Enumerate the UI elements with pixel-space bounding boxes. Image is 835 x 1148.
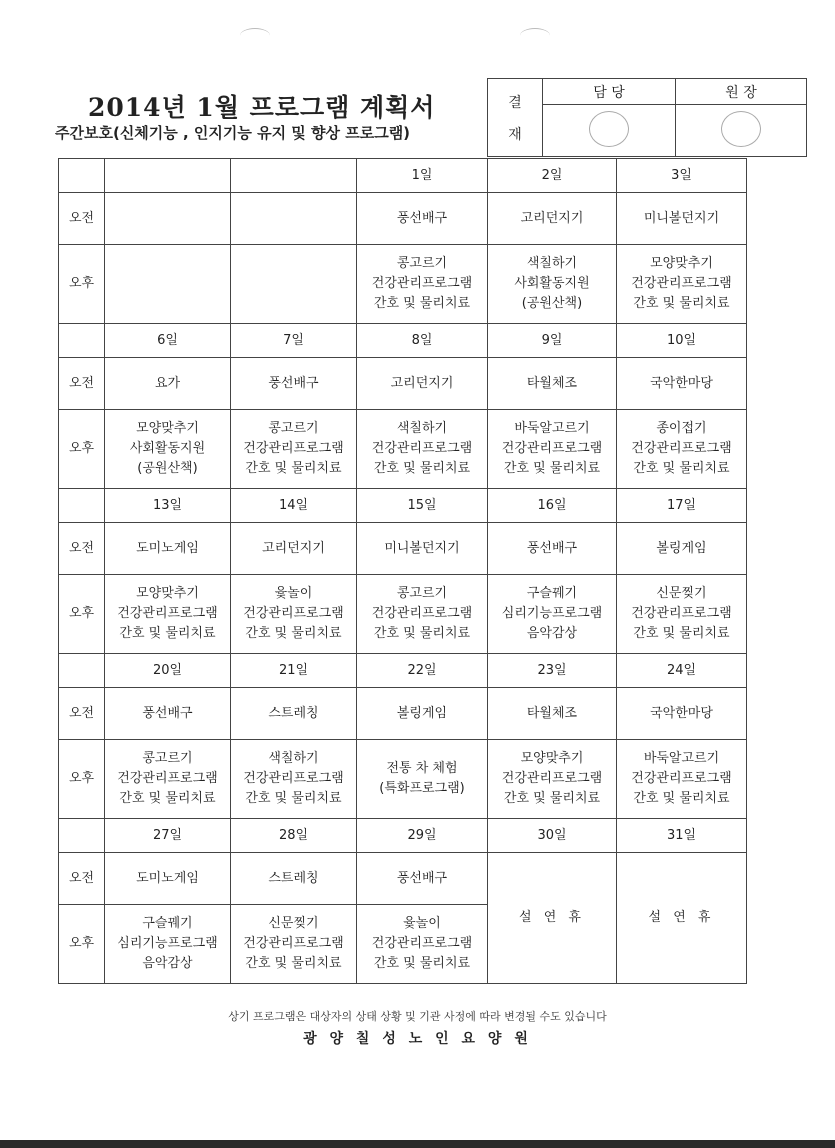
program-line: 콩고르기	[396, 586, 448, 601]
program-line: 간호 및 물리치료	[633, 626, 730, 641]
program-line: 간호 및 물리치료	[245, 626, 342, 641]
day-number-row	[59, 819, 747, 853]
morning-program	[231, 193, 357, 245]
program-line: 모양맞추기	[520, 751, 584, 766]
program-line: 전통 차 체험	[386, 761, 458, 776]
program-line: 건강관리프로그램	[371, 441, 473, 456]
afternoon-program	[488, 245, 617, 324]
program-line: 간호 및 물리치료	[503, 791, 601, 806]
program-line: 건강관리프로그램	[501, 771, 603, 786]
afternoon-program	[231, 245, 357, 324]
approval-box	[487, 78, 807, 157]
day-number: 15일	[357, 489, 488, 523]
day-number-row	[59, 159, 747, 193]
afternoon-program	[617, 740, 747, 819]
approval-col-staff: 담 당	[543, 79, 676, 105]
program-line: 건강관리프로그램	[243, 936, 344, 951]
day-number: 29일	[357, 819, 488, 853]
morning-program: 도미노게임	[105, 853, 231, 905]
morning-program: 국악한마당	[617, 688, 747, 740]
program-line: 바둑알고르기	[643, 751, 720, 766]
morning-row	[59, 523, 747, 575]
morning-program: 고리던지기	[231, 523, 357, 575]
program-line: 건강관리프로그램	[243, 606, 344, 621]
morning-row	[59, 853, 747, 905]
afternoon-program	[617, 410, 747, 489]
morning-program	[105, 193, 231, 245]
day-number	[231, 159, 357, 193]
morning-program: 스트레칭	[231, 853, 357, 905]
afternoon-program	[357, 575, 488, 654]
program-line: 모양맞추기	[650, 256, 713, 271]
program-line: 간호 및 물리치료	[245, 956, 342, 971]
program-line: 신문찢기	[656, 586, 707, 601]
morning-program: 풍선배구	[488, 523, 617, 575]
row-label-empty	[59, 654, 105, 688]
day-number: 7일	[231, 324, 357, 358]
program-line: (공원산책)	[521, 296, 583, 311]
footnote: 상기 프로그램은 대상자의 상태 상황 및 기관 사정에 따라 변경될 수도 있습니다	[228, 1010, 607, 1023]
afternoon-program	[488, 575, 617, 654]
day-number-row	[59, 654, 747, 688]
program-line: 건강관리프로그램	[631, 771, 732, 786]
page-title: 2014년 1월 프로그램 계획서	[88, 93, 436, 122]
afternoon-row	[59, 410, 747, 489]
afternoon-program	[357, 905, 488, 984]
program-line: 간호 및 물리치료	[373, 461, 471, 476]
row-label-pm: 오후	[59, 905, 105, 984]
afternoon-program	[105, 410, 231, 489]
row-label-pm: 오후	[59, 575, 105, 654]
day-number-row	[59, 324, 747, 358]
day-number: 1일	[357, 159, 488, 193]
row-label-empty	[59, 324, 105, 358]
program-line: 모양맞추기	[136, 586, 199, 601]
afternoon-program	[231, 740, 357, 819]
day-number: 24일	[617, 654, 747, 688]
program-line: 콩고르기	[268, 421, 319, 436]
program-line: 건강관리프로그램	[631, 606, 732, 621]
schedule-table	[58, 158, 747, 984]
morning-program: 풍선배구	[231, 358, 357, 410]
day-number: 14일	[231, 489, 357, 523]
afternoon-row	[59, 575, 747, 654]
program-line: 건강관리프로그램	[631, 441, 732, 456]
day-number: 28일	[231, 819, 357, 853]
day-number: 8일	[357, 324, 488, 358]
program-line: 간호 및 물리치료	[245, 791, 342, 806]
morning-program: 도미노게임	[105, 523, 231, 575]
program-line: 간호 및 물리치료	[119, 791, 216, 806]
organization-name: 광 양 칠 성 노 인 요 양 원	[303, 1031, 532, 1047]
row-label-am: 오전	[59, 523, 105, 575]
day-number: 13일	[105, 489, 231, 523]
approval-col-director: 원 장	[676, 79, 807, 105]
seal-stamp-icon	[589, 111, 629, 147]
program-line: 건강관리프로그램	[501, 441, 603, 456]
approval-label	[488, 79, 543, 157]
program-line: 간호 및 물리치료	[633, 296, 730, 311]
program-line: 종이접기	[656, 421, 707, 436]
seal-stamp-icon	[721, 111, 761, 147]
morning-row	[59, 688, 747, 740]
scan-edge	[0, 1140, 835, 1148]
program-line: 모양맞추기	[136, 421, 199, 436]
afternoon-program	[617, 575, 747, 654]
day-number: 16일	[488, 489, 617, 523]
program-line: 색칠하기	[268, 751, 319, 766]
afternoon-program	[357, 740, 488, 819]
program-line: 심리기능프로그램	[117, 936, 218, 951]
row-label-pm: 오후	[59, 410, 105, 489]
program-line: 건강관리프로그램	[243, 441, 344, 456]
afternoon-program	[231, 575, 357, 654]
afternoon-program	[105, 905, 231, 984]
day-number: 31일	[617, 819, 747, 853]
day-number: 9일	[488, 324, 617, 358]
program-line: 사회활동지원	[129, 441, 206, 456]
day-number: 22일	[357, 654, 488, 688]
program-line: 색칠하기	[396, 421, 448, 436]
afternoon-row	[59, 245, 747, 324]
program-line: 건강관리프로그램	[371, 936, 473, 951]
program-line: 간호 및 물리치료	[373, 296, 471, 311]
day-number: 27일	[105, 819, 231, 853]
program-line: 건강관리프로그램	[117, 771, 218, 786]
program-line: 간호 및 물리치료	[373, 626, 471, 641]
program-line: (공원산책)	[137, 461, 198, 476]
afternoon-program	[231, 410, 357, 489]
day-number: 17일	[617, 489, 747, 523]
afternoon-program	[357, 410, 488, 489]
program-line: 간호 및 물리치료	[119, 626, 216, 641]
program-line: 윷놀이	[274, 586, 313, 601]
approval-label-top: 결	[508, 94, 522, 111]
day-number: 6일	[105, 324, 231, 358]
morning-program: 볼링게임	[617, 523, 747, 575]
approval-label-bottom: 재	[508, 126, 522, 143]
day-number: 3일	[617, 159, 747, 193]
row-label-empty	[59, 819, 105, 853]
morning-row	[59, 193, 747, 245]
page-subtitle: 주간보호(신체기능 , 인지기능 유지 및 향상 프로그램)	[55, 124, 411, 142]
program-line: 색칠하기	[526, 256, 578, 271]
day-number: 2일	[488, 159, 617, 193]
staff-seal-cell	[543, 105, 676, 157]
morning-program: 풍선배구	[357, 193, 488, 245]
program-line: 사회활동지원	[514, 276, 590, 291]
program-line: 구슬꿰기	[142, 916, 193, 931]
day-number: 20일	[105, 654, 231, 688]
program-line: 건강관리프로그램	[117, 606, 218, 621]
day-number: 30일	[488, 819, 617, 853]
program-line: 콩고르기	[142, 751, 193, 766]
morning-program: 고리던지기	[488, 193, 617, 245]
afternoon-program	[488, 740, 617, 819]
afternoon-row	[59, 740, 747, 819]
morning-program: 풍선배구	[105, 688, 231, 740]
punch-hole-mark	[520, 28, 550, 43]
program-line: 간호 및 물리치료	[503, 461, 601, 476]
row-label-empty	[59, 489, 105, 523]
morning-program: 고리던지기	[357, 358, 488, 410]
morning-program: 타월체조	[488, 688, 617, 740]
morning-program: 풍선배구	[357, 853, 488, 905]
program-line: 건강관리프로그램	[371, 276, 473, 291]
morning-program: 타월체조	[488, 358, 617, 410]
program-line: 간호 및 물리치료	[245, 461, 342, 476]
program-line: 건강관리프로그램	[243, 771, 344, 786]
row-label-am: 오전	[59, 688, 105, 740]
afternoon-program	[231, 905, 357, 984]
day-number: 23일	[488, 654, 617, 688]
row-label-am: 오전	[59, 853, 105, 905]
afternoon-program	[357, 245, 488, 324]
row-label-pm: 오후	[59, 245, 105, 324]
afternoon-program	[105, 245, 231, 324]
program-line: 간호 및 물리치료	[633, 461, 730, 476]
program-line: 콩고르기	[396, 256, 448, 271]
holiday-cell: 설 연 휴	[617, 853, 747, 984]
morning-program: 스트레칭	[231, 688, 357, 740]
program-line: 간호 및 물리치료	[633, 791, 730, 806]
row-label-empty	[59, 159, 105, 193]
day-number-row	[59, 489, 747, 523]
program-line: 심리기능프로그램	[501, 606, 603, 621]
punch-hole-mark	[240, 28, 270, 43]
program-line: 건강관리프로그램	[371, 606, 473, 621]
program-line: 음악감상	[526, 626, 578, 641]
morning-program: 요가	[105, 358, 231, 410]
day-number: 10일	[617, 324, 747, 358]
program-line: 윷놀이	[403, 916, 441, 931]
morning-program: 국악한마당	[617, 358, 747, 410]
program-line: 건강관리프로그램	[631, 276, 732, 291]
holiday-cell: 설 연 휴	[488, 853, 617, 984]
day-number	[105, 159, 231, 193]
morning-program: 볼링게임	[357, 688, 488, 740]
afternoon-program	[617, 245, 747, 324]
row-label-am: 오전	[59, 358, 105, 410]
program-line: 구슬꿰기	[526, 586, 578, 601]
program-line: (특화프로그램)	[379, 781, 465, 796]
row-label-pm: 오후	[59, 740, 105, 819]
program-line: 간호 및 물리치료	[373, 956, 471, 971]
director-seal-cell	[676, 105, 807, 157]
day-number: 21일	[231, 654, 357, 688]
afternoon-program	[105, 575, 231, 654]
morning-program: 미니볼던지기	[617, 193, 747, 245]
morning-row	[59, 358, 747, 410]
program-line: 신문찢기	[268, 916, 319, 931]
program-line: 바둑알고르기	[514, 421, 590, 436]
afternoon-program	[105, 740, 231, 819]
morning-program: 미니볼던지기	[357, 523, 488, 575]
afternoon-program	[488, 410, 617, 489]
row-label-am: 오전	[59, 193, 105, 245]
program-line: 음악감상	[142, 956, 193, 971]
